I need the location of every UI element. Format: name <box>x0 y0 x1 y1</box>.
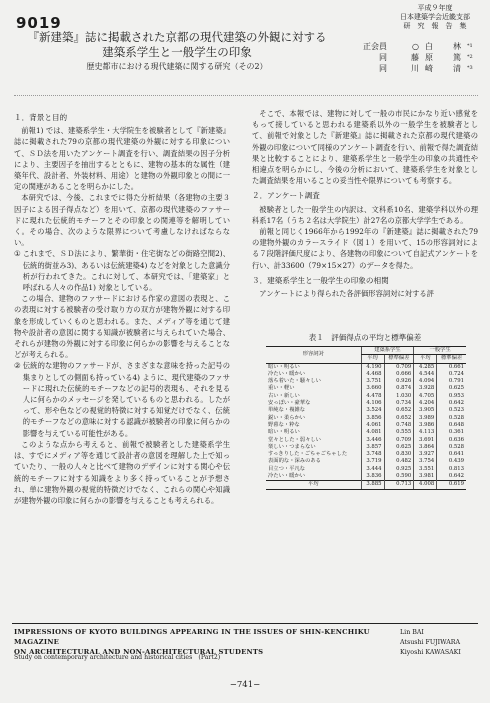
venue-block <box>392 4 478 31</box>
table-row <box>266 378 466 385</box>
table-cell-adjective: 落ち着いた・騒々しい <box>268 378 321 385</box>
table-cell-value: 0.648 <box>437 422 466 429</box>
author-note: *3 <box>467 65 473 71</box>
table-header-mean: 平均 <box>361 355 384 363</box>
table-cell-value: 3.751 <box>361 378 384 385</box>
list-item <box>14 360 230 438</box>
table-cell-value: 3.754 <box>414 458 437 465</box>
table-cell-value: 4.113 <box>414 429 437 436</box>
author-note: *2 <box>467 54 473 60</box>
venue-line: 日本建築学会近畿支部 <box>400 13 470 21</box>
list-marker: ① <box>14 249 21 259</box>
table-cell-value: 0.652 <box>384 407 414 414</box>
table-cell-value: 4.705 <box>414 393 437 400</box>
table-cell-value: 0.636 <box>437 437 466 444</box>
table-cell-value: 3.885 <box>361 481 384 489</box>
list-marker: ② <box>14 361 21 371</box>
table-cell-value: 1.030 <box>384 393 414 400</box>
table-row <box>266 407 466 414</box>
table-cell-value: 3.524 <box>361 407 384 414</box>
table-cell-value: 0.925 <box>384 466 414 473</box>
table-cell-value: 4.008 <box>414 481 437 489</box>
table-cell-adjective: 野暮な・粋な <box>268 421 300 428</box>
author-list <box>353 41 483 74</box>
table-cell-value: 4.190 <box>361 363 384 371</box>
table-cell-adjective: すっきりした・ごちゃごちゃした <box>268 451 348 458</box>
table-cell-value: 3.986 <box>414 422 437 429</box>
paragraph: 前報1) では、建築系学生・大学院生を被験者として『新建築』誌に掲載された79の京都の現代建築の外観に対する印象について、ＳＤ法を用いたアンケート調査を行い、調査結果の因子分析により、主要因子を抽出するとともに、建物の基本的な属性（建築年代、設計者、外装材料、用途）と建物の外観印象との間に一定の関連があることを明らかにした。 <box>14 126 230 192</box>
table-row <box>266 473 466 481</box>
table-cell-value: 0.619 <box>437 481 466 489</box>
venue-line: 研 究 報 告 集 <box>403 22 467 30</box>
table-cell-value: 3.927 <box>414 451 437 458</box>
table-caption: 表１ 評価得点の平均と標準偏差 <box>308 333 422 342</box>
english-author: Kiyoshi KAWASAKI <box>400 649 461 656</box>
table-cell-value: 0.830 <box>384 451 414 458</box>
table-cell-value: 3.719 <box>361 458 384 465</box>
table-row-average <box>266 481 466 489</box>
table-cell-value: 0.666 <box>384 371 414 378</box>
table-row <box>266 437 466 444</box>
table-cell-value: 0.555 <box>384 429 414 436</box>
page-number: −741− <box>229 680 261 690</box>
table-cell-value: 0.528 <box>437 415 466 422</box>
table-block <box>252 332 478 490</box>
table-cell-value: 3.691 <box>414 437 437 444</box>
author-name: ○白 林 <box>412 42 467 51</box>
table-cell-adjective: 平均 <box>266 481 361 489</box>
table-cell-value: 3.836 <box>361 473 384 481</box>
list-item <box>14 248 230 293</box>
table-cell-adjective: 暗い・明るい <box>268 429 300 436</box>
author-name: 川崎 清 <box>411 64 467 73</box>
table-row <box>266 385 466 392</box>
paper-title <box>12 30 342 60</box>
table-cell-value: 0.642 <box>437 400 466 407</box>
author-row <box>353 52 483 63</box>
table-cell-value: 0.482 <box>384 458 414 465</box>
table-row <box>266 363 466 371</box>
english-author: Atsushi FUJIWARA <box>400 639 461 646</box>
table-cell-value: 4.468 <box>361 371 384 378</box>
paragraph: 本研究では、今後、これまでに得た分析結果（各建物の主要３因子による因子得点など）を用いて、京都の現代建築のファサードに現れた伝統的モチーフとその印象との関連等を解明していく。その場合、次のような限界について考慮しなければならない。 <box>14 193 230 248</box>
paragraph: そこで、本報では、建物に対して一般の市民にかなり近い感覚をもって接していると思われる建築系以外の一般学生を被験者として、前報で対象とした『新建築』誌に掲載された京都の現代建築の外観の印象について同様のアンケート調査を行い、前報で得た調査結果と比較することにより、建築系学生と一般学生の印象の共通性や相違点を明らかにし、今後の分析において、建築系学生を対象とした調査結果を用いることの妥当性や限界についても考察する。 <box>252 109 478 186</box>
table-cell-value: 0.713 <box>384 481 414 489</box>
table-cell-adjective: 楽しい・つまらない <box>268 443 316 450</box>
table-cell-value: 0.813 <box>437 466 466 473</box>
table-row <box>266 429 466 436</box>
table-cell-value: 0.642 <box>437 473 466 481</box>
right-column <box>252 108 478 328</box>
numbered-list <box>14 360 230 438</box>
author-role: 同 <box>379 64 387 73</box>
list-item-text: これまで、ＳＤ法により、繁華街・住宅街などの街路空間2)、伝統的街並み3)、あるいは伝統建築4) などを対象とした意識分析が行われてきた。これに対して、本研究では、「建築家」と呼ばれる人々の作品1) 対象としている。 <box>22 249 230 293</box>
table-cell-adjective: 暗い・明るい <box>268 363 300 370</box>
table-cell-adjective: 安っぽい・豪華な <box>268 400 311 407</box>
table-header-sd: 標準偏差 <box>437 355 466 363</box>
table-cell-value: 0.709 <box>384 363 414 371</box>
numbered-list <box>14 248 230 293</box>
table-cell-adjective: 重い・軽い <box>268 385 295 392</box>
author-row <box>353 41 483 52</box>
list-item-text: 伝統的な建物のファサードが、さまざまな意味を持った記号の集まりとしての側面も持っている4) ように、現代建築のファサードに現れた伝統的モチーフなどの記号的表現も、それを見る人に何らかのメッセージを発しているものと思われる。したがって、形や色などの視覚的特徴に対する知覚だけでなく、伝統的モチーフなどの意味に対する認識が被験者の印象に何らかの影響を与えている可能性がある。 <box>22 361 230 438</box>
table-cell-adjective: 鋭い・柔らかい <box>268 414 306 421</box>
table-cell-adjective: 冷たい・暖かい <box>268 370 306 377</box>
table-row <box>266 458 466 465</box>
table-cell-value: 0.590 <box>384 473 414 481</box>
table-cell-value: 4.544 <box>414 371 437 378</box>
table-cell-value: 0.625 <box>437 385 466 392</box>
author-row <box>353 63 483 74</box>
author-note: *1 <box>467 43 473 49</box>
paragraph: 被験者とした一般学生の内訳は、文科系10名、建築学科以外の理科系17名（うち２名は大学院生）計27名の京都大学学生である。 <box>252 204 478 225</box>
table-cell-value: 3.981 <box>414 473 437 481</box>
table-cell-value: 4.478 <box>361 393 384 400</box>
author-role: 同 <box>379 53 387 62</box>
table-cell-value: 0.528 <box>437 444 466 451</box>
table-cell-value: 0.661 <box>437 363 466 371</box>
table-cell-value: 4.081 <box>361 429 384 436</box>
table-cell-value: 4.094 <box>414 378 437 385</box>
table-cell-value: 0.874 <box>384 385 414 392</box>
table-cell-adjective: 古い・新しい <box>268 392 300 399</box>
table-cell-adjective: 堂々とした・弱々しい <box>268 436 321 443</box>
paragraph: このような点から考えると、前報で被験者とした建築系学生は、すでにメディア等を通じて設計者の意図を理解した上で知っていたり、一般の人々と比べて建物のデザインに対する関心や伝統的モチーフに対する知識をより多く持っていることが予想され、単に建物外観の視覚的特徴だけでなく、これらの関心や知識が建物外観の印象に何らかの影響を与えることも考えられる。 <box>14 439 230 505</box>
paper-number: 9019 <box>16 14 62 32</box>
table-cell-value: 3.444 <box>361 466 384 473</box>
table-cell-value: 0.748 <box>384 422 414 429</box>
english-author: Lin BAI <box>400 629 424 636</box>
paper-subtitle: 歴史都市における現代建築に関する研究（その2） <box>86 62 268 71</box>
table-cell-value: 3.660 <box>361 385 384 392</box>
table-cell-value: 3.928 <box>414 385 437 392</box>
table-cell-value: 0.641 <box>437 451 466 458</box>
table-cell-value: 3.748 <box>361 451 384 458</box>
table-cell-value: 0.625 <box>384 444 414 451</box>
section-heading: １．背景と目的 <box>14 113 68 122</box>
table-header-group: 一般学生 <box>414 347 466 355</box>
table-cell-adjective: 目立つ・平凡な <box>268 465 306 472</box>
table-cell-adjective: 冷たい・暖かい <box>268 473 306 480</box>
score-table <box>266 346 466 490</box>
english-title-line: IMPRESSIONS OF KYOTO BUILDINGS APPEARING IN THE ISSUES OF SHIN-KENCHIKU MAGAZINE <box>14 628 370 646</box>
header-divider <box>14 95 478 96</box>
table-cell-value: 4.061 <box>361 422 384 429</box>
table-header-adjective: 形容詞対 <box>266 347 361 364</box>
author-role: 正会員 <box>363 42 387 51</box>
table-cell-value: 0.523 <box>437 407 466 414</box>
footer-rule <box>12 623 478 624</box>
table-cell-value: 3.446 <box>361 437 384 444</box>
table-cell-adjective: 表面的な・深みのある <box>268 458 321 465</box>
table-cell-value: 3.905 <box>414 407 437 414</box>
venue-line: 平成９年度 <box>417 4 453 12</box>
table-header-sd: 標準偏差 <box>384 355 414 363</box>
table-cell-value: 3.857 <box>361 444 384 451</box>
left-column <box>14 108 230 613</box>
table-header-group: 建築系学生 <box>361 347 414 355</box>
table-cell-value: 0.926 <box>384 378 414 385</box>
table-row <box>266 466 466 473</box>
table-cell-value: 0.791 <box>437 378 466 385</box>
author-name: 藤原 篤 <box>411 53 467 62</box>
section-heading: ３．建築系学生と一般学生の印象の相関 <box>252 275 389 285</box>
table-cell-value: 4.285 <box>414 363 437 371</box>
table-row <box>266 393 466 400</box>
paragraph: この場合、建物のファサードにおける作家の意図の表現と、この表現に対する被験者の受け取り方の双方が建物外観に対する印象を形成していくものと思われる。また、メディア等を通じて建物や設計者の意図に関する知識が被験者に与えられていた場合、それらが建物の外観に対する印象に何らかの影響を与えることなどが考えられる。 <box>14 294 230 360</box>
table-cell-adjective: 単純な・複雑な <box>268 407 306 414</box>
table-cell-value: 0.953 <box>437 393 466 400</box>
table-cell-value: 3.864 <box>414 444 437 451</box>
table-cell-value: 0.734 <box>384 400 414 407</box>
table-cell-value: 3.856 <box>361 415 384 422</box>
table-cell-value: 0.709 <box>384 437 414 444</box>
paragraph: 前報と同じく1966年から1992年の『新建築』誌に掲載された79の建物外観のカラースライド（図１）を用いて、15の形容詞対による７段階評価尺度により、各建物の印象について自記式アンケートを行い、計33600（79×15×27）のデータを得た。 <box>252 227 478 270</box>
table-cell-value: 0.652 <box>384 415 414 422</box>
english-subtitle: Study on contemporary architecture and historical cities (Part2) <box>14 654 221 661</box>
table-cell-value: 4.204 <box>414 400 437 407</box>
table-row <box>266 415 466 422</box>
table-cell-value: 3.551 <box>414 466 437 473</box>
table-header-mean: 平均 <box>414 355 437 363</box>
table-cell-value: 0.361 <box>437 429 466 436</box>
table-cell-value: 3.989 <box>414 415 437 422</box>
paragraph: アンケートにより得られた各評価形容詞対に対する評 <box>259 289 434 299</box>
english-title-line: ON ARCHITECTURAL AND NON-ARCHITECTURAL STUDENTS <box>14 648 264 656</box>
title-line-2: 建築系学生と一般学生の印象 <box>102 45 252 59</box>
table-cell-value: 4.106 <box>361 400 384 407</box>
table-cell-value: 0.724 <box>437 371 466 378</box>
section-heading: ２．アンケート調査 <box>252 191 320 201</box>
title-line-1: 『新建築』誌に掲載された京都の現代建築の外観に対する <box>27 30 327 44</box>
english-authors <box>400 628 461 658</box>
table-cell-value: 0.439 <box>437 458 466 465</box>
